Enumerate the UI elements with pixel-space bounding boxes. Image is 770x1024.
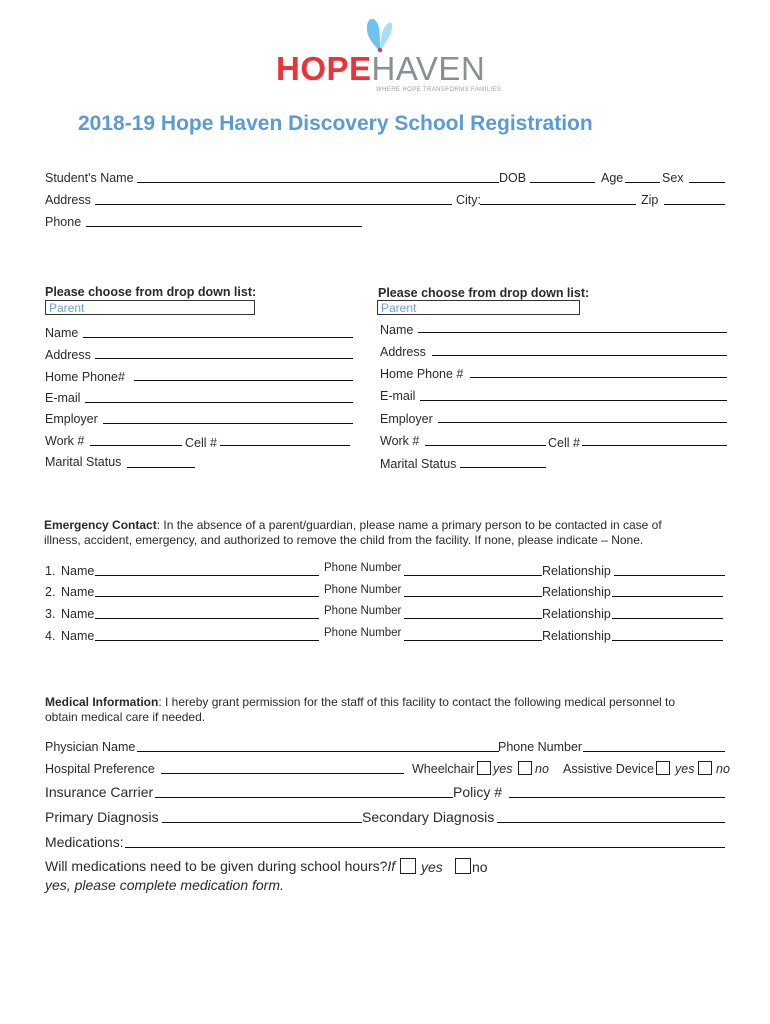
school-hours-yes-checkbox[interactable] xyxy=(400,858,416,874)
zip-label: Zip xyxy=(641,193,659,207)
zip-field[interactable] xyxy=(664,204,725,205)
parent-right-employer-label: Employer xyxy=(380,412,433,426)
policy-field[interactable] xyxy=(509,797,725,798)
logo xyxy=(276,14,502,98)
dob-label: DOB xyxy=(499,171,527,185)
policy-label: Policy # xyxy=(453,784,503,800)
student-name-label: Student's Name xyxy=(45,171,134,185)
student-phone-label: Phone xyxy=(45,215,82,229)
emergency-row-3-name-field[interactable] xyxy=(95,618,319,619)
assistive-label: Assistive Device xyxy=(563,762,654,776)
dob-field[interactable] xyxy=(530,182,595,183)
student-address-label: Address xyxy=(45,193,91,207)
physician-phone-field[interactable] xyxy=(583,751,725,752)
parent-left-dropdown[interactable]: Parent xyxy=(45,300,255,315)
parent-right-marital-label: Marital Status xyxy=(380,457,457,471)
emergency-row-2-name-field[interactable] xyxy=(95,596,319,597)
sex-field[interactable] xyxy=(689,182,725,183)
emergency-row-3-num: 3. xyxy=(45,607,56,621)
parent-left-home-phone-field[interactable] xyxy=(134,380,353,381)
brand-hope: HOPE xyxy=(276,50,372,87)
parent-left-address-label: Address xyxy=(45,348,91,362)
school-hours-no-checkbox[interactable] xyxy=(455,858,471,874)
medications-field[interactable] xyxy=(125,847,725,848)
emergency-row-1-phone-field[interactable] xyxy=(404,575,542,576)
insurance-field[interactable] xyxy=(155,797,453,798)
parent-right-marital-field[interactable] xyxy=(460,467,546,468)
emergency-heading: Emergency Contact xyxy=(44,518,157,532)
emergency-row-2-phone-label: Phone Number xyxy=(324,584,402,596)
emergency-row-4-name-label: Name xyxy=(61,629,95,643)
parent-right-name-label: Name xyxy=(380,323,414,337)
emergency-row-1-name-label: Name xyxy=(61,564,95,578)
parent-left-address-field[interactable] xyxy=(95,358,353,359)
emergency-row-3-phone-field[interactable] xyxy=(404,618,542,619)
assistive-yes-label: yes xyxy=(675,762,695,776)
insurance-label: Insurance Carrier xyxy=(45,784,154,800)
parent-right-cell-label: Cell # xyxy=(548,436,580,450)
medication-form-note: yes, please complete medication form. xyxy=(45,877,284,893)
city-field[interactable] xyxy=(480,204,636,205)
parent-right-choose-label: Please choose from drop down list: xyxy=(378,286,590,300)
physician-phone-label: Phone Number xyxy=(498,740,583,754)
parent-left-choose-label: Please choose from drop down list: xyxy=(45,285,257,299)
parent-left-marital-field[interactable] xyxy=(127,467,195,468)
emergency-row-3-phone-label: Phone Number xyxy=(324,605,402,617)
emergency-row-4-rel-field[interactable] xyxy=(612,640,723,641)
emergency-row-4-rel-label: Relationship xyxy=(542,629,611,643)
parent-right-email-field[interactable] xyxy=(420,400,727,401)
emergency-row-3-rel-field[interactable] xyxy=(612,618,723,619)
parent-right-dropdown[interactable]: Parent xyxy=(377,300,580,315)
emergency-row-1-phone-label: Phone Number xyxy=(324,562,402,574)
parent-right-name-field[interactable] xyxy=(418,332,727,333)
page-title: 2018-19 Hope Haven Discovery School Registration xyxy=(78,112,593,135)
assistive-no-checkbox[interactable] xyxy=(698,761,712,775)
parent-left-name-field[interactable] xyxy=(83,337,353,338)
parent-right-work-label: Work # xyxy=(380,434,420,448)
emergency-row-4-phone-label: Phone Number xyxy=(324,627,402,639)
age-label: Age xyxy=(601,171,624,185)
physician-label: Physician Name xyxy=(45,740,136,754)
medical-heading: Medical Information xyxy=(45,695,159,709)
emergency-row-2-num: 2. xyxy=(45,585,56,599)
parent-right-address-field[interactable] xyxy=(432,355,727,356)
wheelchair-label: Wheelchair xyxy=(412,762,475,776)
assistive-yes-checkbox[interactable] xyxy=(656,761,670,775)
sex-label: Sex xyxy=(662,171,684,185)
brand-haven: HAVEN xyxy=(371,50,486,87)
parent-left-employer-field[interactable] xyxy=(103,423,353,424)
parent-right-cell-field[interactable] xyxy=(582,445,727,446)
wheelchair-no-label: no xyxy=(535,762,549,776)
secondary-diagnosis-field[interactable] xyxy=(497,822,725,823)
assistive-no-label: no xyxy=(716,762,730,776)
medical-text-1: : I hereby grant permission for the staff of this facility to contact the following medical personnel to xyxy=(158,695,676,709)
emergency-row-4-phone-field[interactable] xyxy=(404,640,542,641)
parent-right-address-label: Address xyxy=(380,345,426,359)
emergency-row-1-rel-field[interactable] xyxy=(614,575,725,576)
hospital-label: Hospital Preference xyxy=(45,762,155,776)
emergency-row-2-name-label: Name xyxy=(61,585,95,599)
hospital-field[interactable] xyxy=(161,773,404,774)
emergency-row-4-num: 4. xyxy=(45,629,56,643)
emergency-row-3-rel-label: Relationship xyxy=(542,607,611,621)
primary-diagnosis-field[interactable] xyxy=(162,822,362,823)
student-name-field[interactable] xyxy=(137,182,499,183)
wheelchair-yes-checkbox[interactable] xyxy=(477,761,491,775)
parent-left-work-label: Work # xyxy=(45,434,85,448)
emergency-row-2-rel-label: Relationship xyxy=(542,585,611,599)
student-phone-field[interactable] xyxy=(86,226,362,227)
age-field[interactable] xyxy=(625,182,660,183)
student-address-field[interactable] xyxy=(95,204,452,205)
emergency-row-4-name-field[interactable] xyxy=(95,640,319,641)
emergency-intro xyxy=(44,518,744,548)
parent-left-home-phone-label: Home Phone# xyxy=(45,370,125,384)
emergency-row-1-rel-label: Relationship xyxy=(542,564,611,578)
emergency-row-3-name-label: Name xyxy=(61,607,95,621)
parent-left-cell-field[interactable] xyxy=(220,445,350,446)
school-hours-text: Will medications need to be given during school hours? xyxy=(45,858,388,874)
parent-left-work-field[interactable] xyxy=(90,445,182,446)
brand-tagline: WHERE HOPE TRANSFORMS FAMILIES xyxy=(376,87,502,93)
parent-left-employer-label: Employer xyxy=(45,412,98,426)
emergency-row-1-name-field[interactable] xyxy=(95,575,319,576)
medical-text-2: obtain medical care if needed. xyxy=(45,710,206,724)
parent-left-marital-label: Marital Status xyxy=(45,455,122,469)
medical-intro xyxy=(45,695,745,725)
wheelchair-no-checkbox[interactable] xyxy=(518,761,532,775)
parent-right-email-label: E-mail xyxy=(380,389,416,403)
secondary-diagnosis-label: Secondary Diagnosis xyxy=(362,809,495,825)
medications-label: Medications: xyxy=(45,834,124,850)
parent-right-home-phone-label: Home Phone # xyxy=(380,367,464,381)
parent-right-employer-field[interactable] xyxy=(438,422,727,423)
school-hours-yes-label: yes xyxy=(421,859,443,875)
wheelchair-yes-label: yes xyxy=(493,762,513,776)
parent-right-home-phone-field[interactable] xyxy=(470,377,727,378)
parent-left-cell-label: Cell # xyxy=(185,436,217,450)
primary-diagnosis-label: Primary Diagnosis xyxy=(45,809,159,825)
emergency-text-1: : In the absence of a parent/guardian, please name a primary person to be contacted in case of xyxy=(156,518,662,532)
if-text: If xyxy=(387,858,396,874)
emergency-row-1-num: 1. xyxy=(45,564,56,578)
emergency-row-2-phone-field[interactable] xyxy=(404,596,542,597)
school-hours-no-label: no xyxy=(472,859,488,875)
parent-left-email-label: E-mail xyxy=(45,391,81,405)
parent-left-name-label: Name xyxy=(45,326,79,340)
physician-field[interactable] xyxy=(137,751,499,752)
parent-right-work-field[interactable] xyxy=(425,445,546,446)
city-label: City: xyxy=(456,193,481,207)
emergency-text-2: illness, accident, emergency, and authorized to remove the child from the facility. If none, please indicate – None. xyxy=(44,533,644,547)
parent-left-email-field[interactable] xyxy=(85,402,353,403)
school-hours-question xyxy=(45,858,395,874)
emergency-row-2-rel-field[interactable] xyxy=(612,596,723,597)
